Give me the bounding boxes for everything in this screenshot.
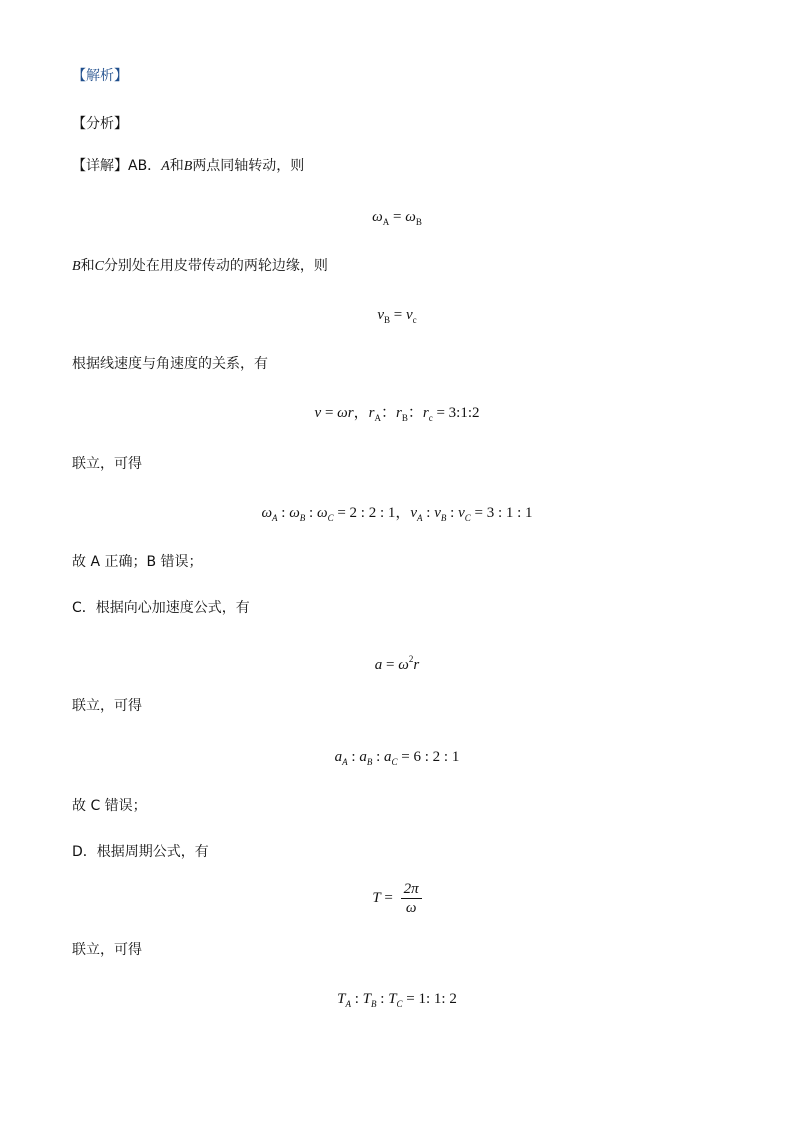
equation-period: T = $\frac{2\pi}{\omega}$: [0, 880, 794, 917]
line-lianli-2: 联立，可得: [72, 698, 142, 714]
line-d: D．根据周期公式，有: [72, 844, 209, 860]
fraction: $\frac{2\pi}{\omega}$: [401, 880, 422, 917]
heading-fenxi: 【分析】: [72, 116, 128, 132]
heading-jiexi: 【解析】: [72, 68, 128, 84]
line-conclude-c: 故 C 错误；: [72, 798, 147, 814]
detail-line: 【详解】AB．A和B两点同轴转动，则: [72, 158, 305, 174]
equation-v-b-c: $v_B = v_c$: [377, 307, 417, 325]
detail-tag: 【详解】: [72, 158, 128, 174]
line-lianli-3: 联立，可得: [72, 942, 142, 958]
equation-v-omega-r: v = ωr，$r_A$：$r_B$：$r_c$ = 3:1:2: [314, 405, 480, 423]
equation-ratio-t: $T_A$ : $T_B$ : $T_C = 1$: 1: 2: [337, 991, 457, 1009]
equation-ratio-a: $a_A$ : $a_B$ : $a_C = 6$ : 2 : 1: [334, 749, 460, 767]
equation-ratios-omega-v: $\omega_A$ : $\omega_B$ : $\omega_C = 2$ : 2 : 1，$v_A$ : $v_B$ : $v_C = 3$ : 1 : 1: [261, 505, 533, 523]
line-lianli-1: 联立，可得: [72, 456, 142, 472]
equation-omega-a-b: $\omega_A = \omega_B$: [372, 209, 422, 227]
line-conclude-ab: 故 A 正确；B 错误；: [72, 554, 203, 570]
equation-a-omega2-r: $a = \omega^2r$: [374, 654, 420, 673]
line-relation: 根据线速度与角速度的关系，有: [72, 356, 268, 372]
line-b-c: B和C分别处在用皮带传动的两轮边缘，则: [72, 258, 328, 274]
line-c: C．根据向心加速度公式，有: [72, 600, 250, 616]
